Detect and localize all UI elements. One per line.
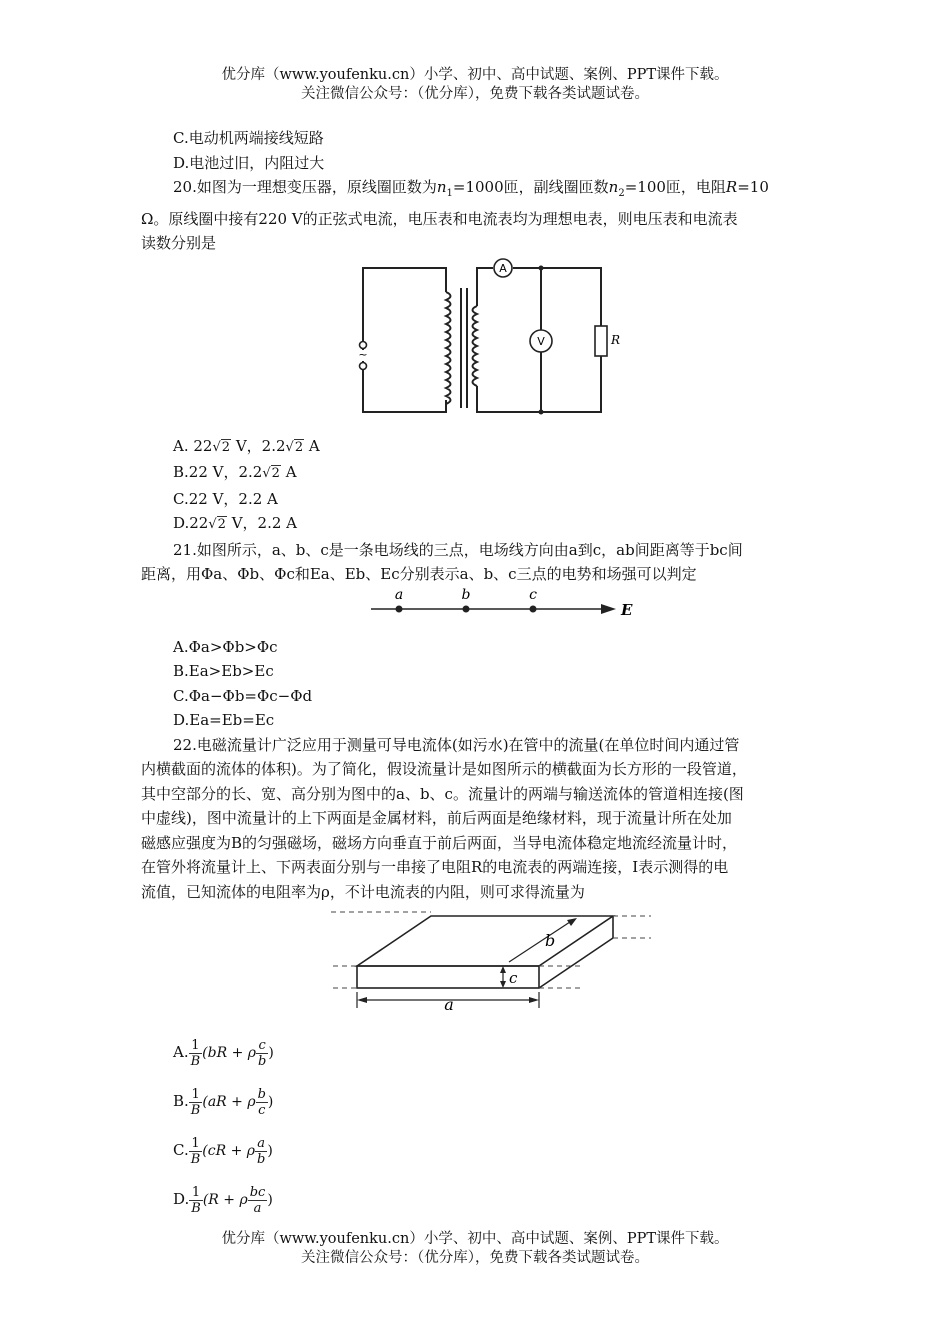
resistor-symbol (595, 326, 607, 356)
q20-option-d: D.22√2 V，2.2 A (173, 514, 298, 532)
q21-option-a: A.Φa>Φb>Φc (173, 637, 278, 656)
q21-option-b: B.Ea>Eb>Ec (173, 662, 274, 680)
q22-option-c: C. $\frac{1}{B}$ (cR + ρ $\frac{a}{b}$ ) (173, 1135, 273, 1167)
q19-option-d: D.电池过旧，内阻过大 (173, 153, 325, 172)
q20-option-b: B.22 V，2.2√2 A (173, 463, 297, 481)
field-e-label: E (621, 600, 633, 619)
q22-option-b: B. $\frac{1}{B}$ (aR + ρ $\frac{b}{c}$ ) (173, 1086, 274, 1118)
electric-field-line-diagram (141, 587, 813, 635)
q21-stem: 21.如图所示，a、b、c是一条电场线的三点，电场线方向由a到c，ab间距离等于bc间 距离，用Φa、Φb、Φc和Ea、Eb、Ec分别表示a、b、c三点的电势和场强可以判定 (141, 540, 743, 583)
flowmeter-pipe-diagram (141, 908, 813, 1020)
page-footer (0, 1230, 950, 1268)
footer-line-2: 关注微信公众号：（优分库），免费下载各类试题试卷。 (301, 1250, 649, 1266)
point-b-label: b (461, 586, 471, 603)
dim-b-label: b (545, 931, 556, 950)
q22-option-d: D. $\frac{1}{B}$ (R + ρ $\frac{bc}{a}$ ) (173, 1184, 273, 1216)
q22-option-a: A. $\frac{1}{B}$ (bR + ρ $\frac{c}{b}$ ) (173, 1037, 274, 1069)
q21-option-c: C.Φa−Φb=Φc−Φd (173, 686, 313, 705)
q22-stem: 22.电磁流量计广泛应用于测量可导电流体(如污水)在管中的流量(在单位时间内通过管 内横截面的流体的体积)。为了简化，假设流量计是如图所示的横截面为长方形的一段管道， 其中空部分的长、宽、高分别为图中的a、b、c。流量计的两端与输送流体的管道相连接(图 中虚线)，图中流量计的上下两面是金属材料，前后两面是绝缘材料，现于流量计所在处加 磁感应强度为B的匀强磁场，磁场方向垂直于前后两面，当导电流体稳定地流经流量计时， 在管外将流量计上、下两表面分别与一串接了电阻R的电流表的两端连接，I表示测得的电 流值，已知流体的电阻率为ρ，不计电流表的内阻，则可求得流量为 (141, 735, 747, 901)
dim-a-label: a (444, 995, 454, 1014)
voltmeter-label: V (537, 334, 545, 348)
q20-option-c: C.22 V，2.2 A (173, 489, 278, 508)
point-a-label: a (394, 586, 404, 603)
ammeter-label: A (499, 261, 507, 275)
resistor-label: R (611, 332, 621, 347)
ac-source-label: ~ (358, 347, 368, 361)
exam-content (141, 126, 813, 1224)
header-line-1: 优分库（www.youfenku.cn）小学、初中、高中试题、案例、PPT课件下载。 (221, 67, 729, 83)
q20-option-a: A. 22√2 V，2.2√2 A (173, 436, 320, 455)
page-header (0, 66, 950, 104)
q20-stem: 20.如图为一理想变压器，原线圈匝数为$n_1=1000$匝，副线圈匝数$n_2=100$匝，电阻R=10 Ω。原线圈中接有220 V的正弦式电流，电压表和电流表均为理想电表，则电压表和电流表 读数分别是 (141, 178, 769, 252)
transformer-circuit-diagram (141, 258, 813, 434)
q21-option-d: D.Ea=Eb=Ec (173, 711, 275, 729)
dim-c-label: c (509, 969, 518, 987)
footer-line-1: 优分库（www.youfenku.cn）小学、初中、高中试题、案例、PPT课件下载。 (221, 1231, 729, 1247)
q19-option-c: C.电动机两端接线短路 (173, 129, 324, 147)
header-line-2: 关注微信公众号：（优分库），免费下载各类试题试卷。 (301, 86, 649, 102)
point-c-label: c (529, 586, 537, 603)
